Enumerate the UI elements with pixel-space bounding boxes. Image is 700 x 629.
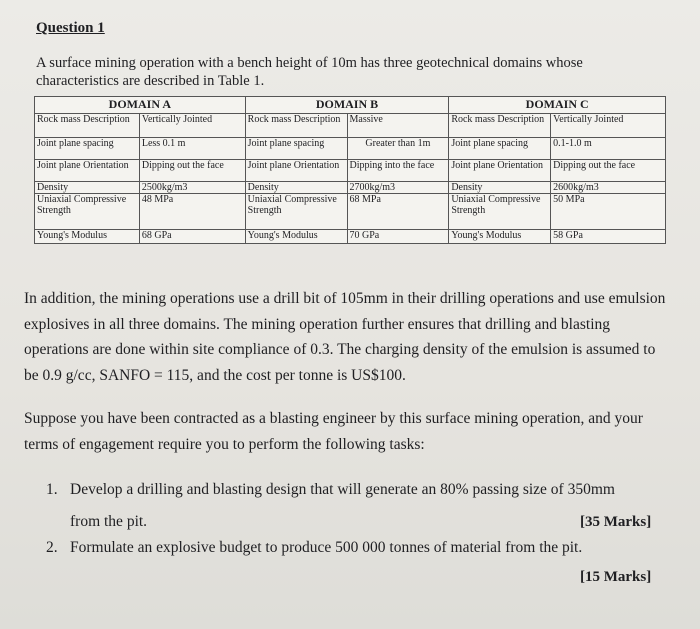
row-label: Uniaxial Compressive Strength <box>449 194 551 230</box>
row-label: Density <box>449 182 551 194</box>
domain-a-header: DOMAIN A <box>35 97 246 114</box>
row-label: Rock mass Description <box>449 114 551 138</box>
row-label: Young's Modulus <box>245 230 347 244</box>
question-heading: Question 1 <box>36 20 105 36</box>
cell-value: Greater than 1m <box>347 138 449 160</box>
row-label: Rock mass Description <box>245 114 347 138</box>
row-label: Density <box>245 182 347 194</box>
table-row <box>35 194 666 230</box>
task-number: 2. <box>46 539 58 556</box>
row-label: Joint plane Orientation <box>245 160 347 182</box>
cell-value: 48 MPa <box>139 194 245 230</box>
cell-value: Dipping out the face <box>139 160 245 182</box>
row-label: Joint plane Orientation <box>449 160 551 182</box>
cell-value: Less 0.1 m <box>139 138 245 160</box>
task-text-line2: from the pit. <box>70 513 148 530</box>
cell-value: 0.1-1.0 m <box>551 138 666 160</box>
table-row <box>35 114 666 138</box>
cell-value: 2500kg/m3 <box>139 182 245 194</box>
row-label: Young's Modulus <box>35 230 140 244</box>
cell-value: Massive <box>347 114 449 138</box>
cell-value: Vertically Jointed <box>139 114 245 138</box>
paragraph-drilling: In addition, the mining operations use a drill bit of 105mm in their drilling operations and use emulsion explosives in all three domains. The mining operation further ensures that drilling and blasting operations are done within site compliance of 0.3. The charging density of the emulsion is assumed to be 0.9 g/cc, SANFO = 115, and the cost per tonne is US$100. <box>24 290 666 384</box>
domain-table <box>34 96 666 244</box>
cell-value: 2700kg/m3 <box>347 182 449 194</box>
row-label: Uniaxial Compressive Strength <box>35 194 140 230</box>
table-row <box>35 230 666 244</box>
row-label: Joint plane spacing <box>245 138 347 160</box>
cell-value: Dipping out the face <box>551 160 666 182</box>
domain-header-row <box>35 97 666 114</box>
row-label: Uniaxial Compressive Strength <box>245 194 347 230</box>
domain-b-header: DOMAIN B <box>245 97 449 114</box>
row-label: Density <box>35 182 140 194</box>
cell-value: Dipping into the face <box>347 160 449 182</box>
row-label: Rock mass Description <box>35 114 140 138</box>
intro-text: A surface mining operation with a bench height of 10m has three geotechnical domains whose characteristics are described in Table 1. <box>36 55 583 89</box>
cell-value: 50 MPa <box>551 194 666 230</box>
task-number: 1. <box>46 481 58 498</box>
paragraph-engagement: Suppose you have been contracted as a blasting engineer by this surface mining operation, and your terms of engagement require you to perform the following tasks: <box>24 410 643 453</box>
task-text-line1: Develop a drilling and blasting design that will generate an 80% passing size of 350mm <box>70 481 615 498</box>
cell-value: 58 GPa <box>551 230 666 244</box>
row-label: Joint plane spacing <box>35 138 140 160</box>
row-label: Young's Modulus <box>449 230 551 244</box>
table-row <box>35 182 666 194</box>
cell-value: 68 GPa <box>139 230 245 244</box>
table-row <box>35 138 666 160</box>
cell-value: Vertically Jointed <box>551 114 666 138</box>
cell-value: 70 GPa <box>347 230 449 244</box>
cell-value: 2600kg/m3 <box>551 182 666 194</box>
domain-c-header: DOMAIN C <box>449 97 666 114</box>
row-label: Joint plane Orientation <box>35 160 140 182</box>
row-label: Joint plane spacing <box>449 138 551 160</box>
task-marks: [15 Marks] <box>580 569 652 585</box>
task-text-line1: Formulate an explosive budget to produce 500 000 tonnes of material from the pit. <box>70 539 583 556</box>
task-marks: [35 Marks] <box>580 514 652 530</box>
table-row <box>35 160 666 182</box>
cell-value: 68 MPa <box>347 194 449 230</box>
